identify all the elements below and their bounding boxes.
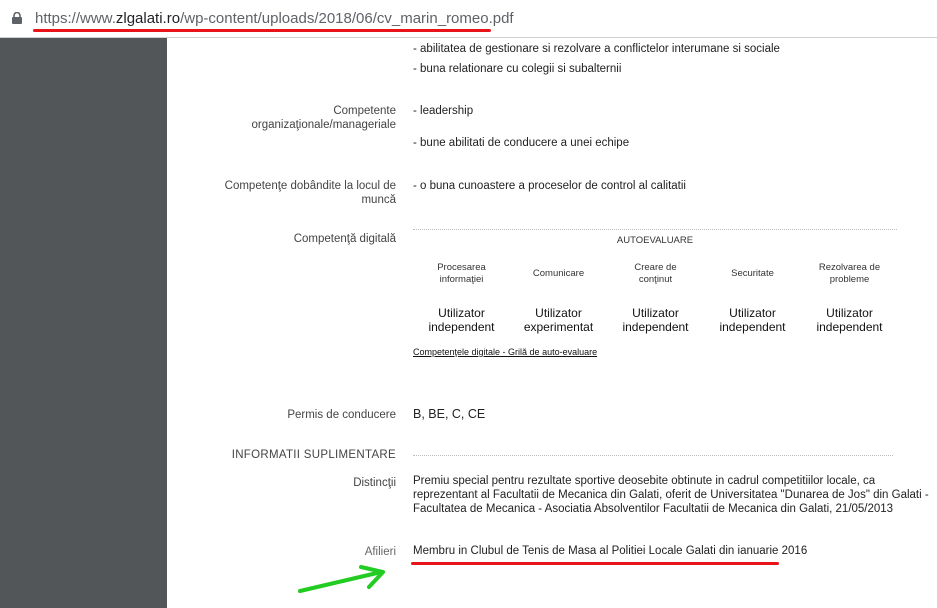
header-rezolvare: Rezolvarea de probleme (818, 262, 881, 285)
affiliations-label: Afilieri (364, 546, 396, 558)
url-red-underline (33, 29, 491, 32)
org-label-line2: organizaţionale/manageriale (251, 119, 396, 131)
header-securitate: Securitate (731, 268, 774, 279)
level-comunicare: Utilizator experimentat (523, 306, 594, 334)
distinctions-label: Distincţii (353, 477, 396, 489)
affiliations-red-underline (411, 562, 779, 565)
autoevaluation-title: AUTOEVALUARE (616, 235, 694, 246)
level-procesare: Utilizator independent (428, 306, 495, 334)
extra-info-rule (413, 455, 893, 456)
top-item-1: - abilitatea de gestionare si rezolvare a conflictelor interumane si sociale (413, 43, 780, 55)
lock-icon (12, 12, 22, 24)
pdf-viewer-margin (0, 38, 167, 608)
url-text[interactable] (35, 10, 514, 27)
org-item-1: - leadership (413, 105, 474, 117)
header-creare: Creare de conţinut (634, 262, 677, 285)
level-creare: Utilizator independent (622, 306, 689, 334)
org-label-line1: Competente (333, 105, 396, 117)
distinctions-line-3: Facultatea de Mecanica - Asociatia Absolventilor Facultatii de Mecanica din Galati, 21/05/2013 (413, 503, 894, 515)
digital-grid-link[interactable]: Competenţele digitale - Grilă de auto-evaluare (413, 347, 598, 357)
work-label-line2: muncă (361, 194, 396, 206)
header-procesare: Procesarea informaţiei (437, 262, 486, 285)
digital-label: Competenţă digitală (293, 233, 396, 245)
url-prefix: https://www. (35, 10, 116, 27)
url-path: /wp-content/uploads/2018/06/cv_marin_romeo.pdf (180, 10, 514, 27)
distinctions-line-1: Premiu special pentru rezultate sportive deosebite obtinute in cadrul competitiilor locale, ca (413, 475, 876, 487)
license-value: B, BE, C, CE (413, 407, 486, 421)
affiliations-value: Membru in Clubul de Tenis de Masa al Politiei Locale Galati din ianuarie 2016 (413, 545, 808, 557)
work-label-line1: Competenţe dobândite la locul de (224, 180, 396, 192)
work-item: - o buna cunoastere a proceselor de control al calitatii (413, 180, 686, 192)
pdf-page[interactable] (167, 38, 937, 608)
distinctions-line-2: reprezentant al Facultatii de Mecanica din Galati, oferit de Universitatea "Dunarea de Jos" din Galati - (413, 489, 929, 501)
level-rezolvare: Utilizator independent (816, 306, 883, 334)
header-comunicare: Comunicare (532, 268, 585, 279)
table-top-rule (413, 229, 897, 230)
address-bar[interactable] (0, 0, 937, 38)
org-item-2: - bune abilitati de conducere a unei echipe (413, 137, 630, 149)
top-item-2: - buna relationare cu colegii si subalternii (413, 63, 622, 75)
url-host: zlgalati.ro (115, 10, 181, 27)
green-arrow-icon (295, 563, 395, 598)
extra-info-header: INFORMATII SUPLIMENTARE (231, 449, 396, 461)
level-securitate: Utilizator independent (719, 306, 786, 334)
license-label: Permis de conducere (287, 409, 396, 421)
